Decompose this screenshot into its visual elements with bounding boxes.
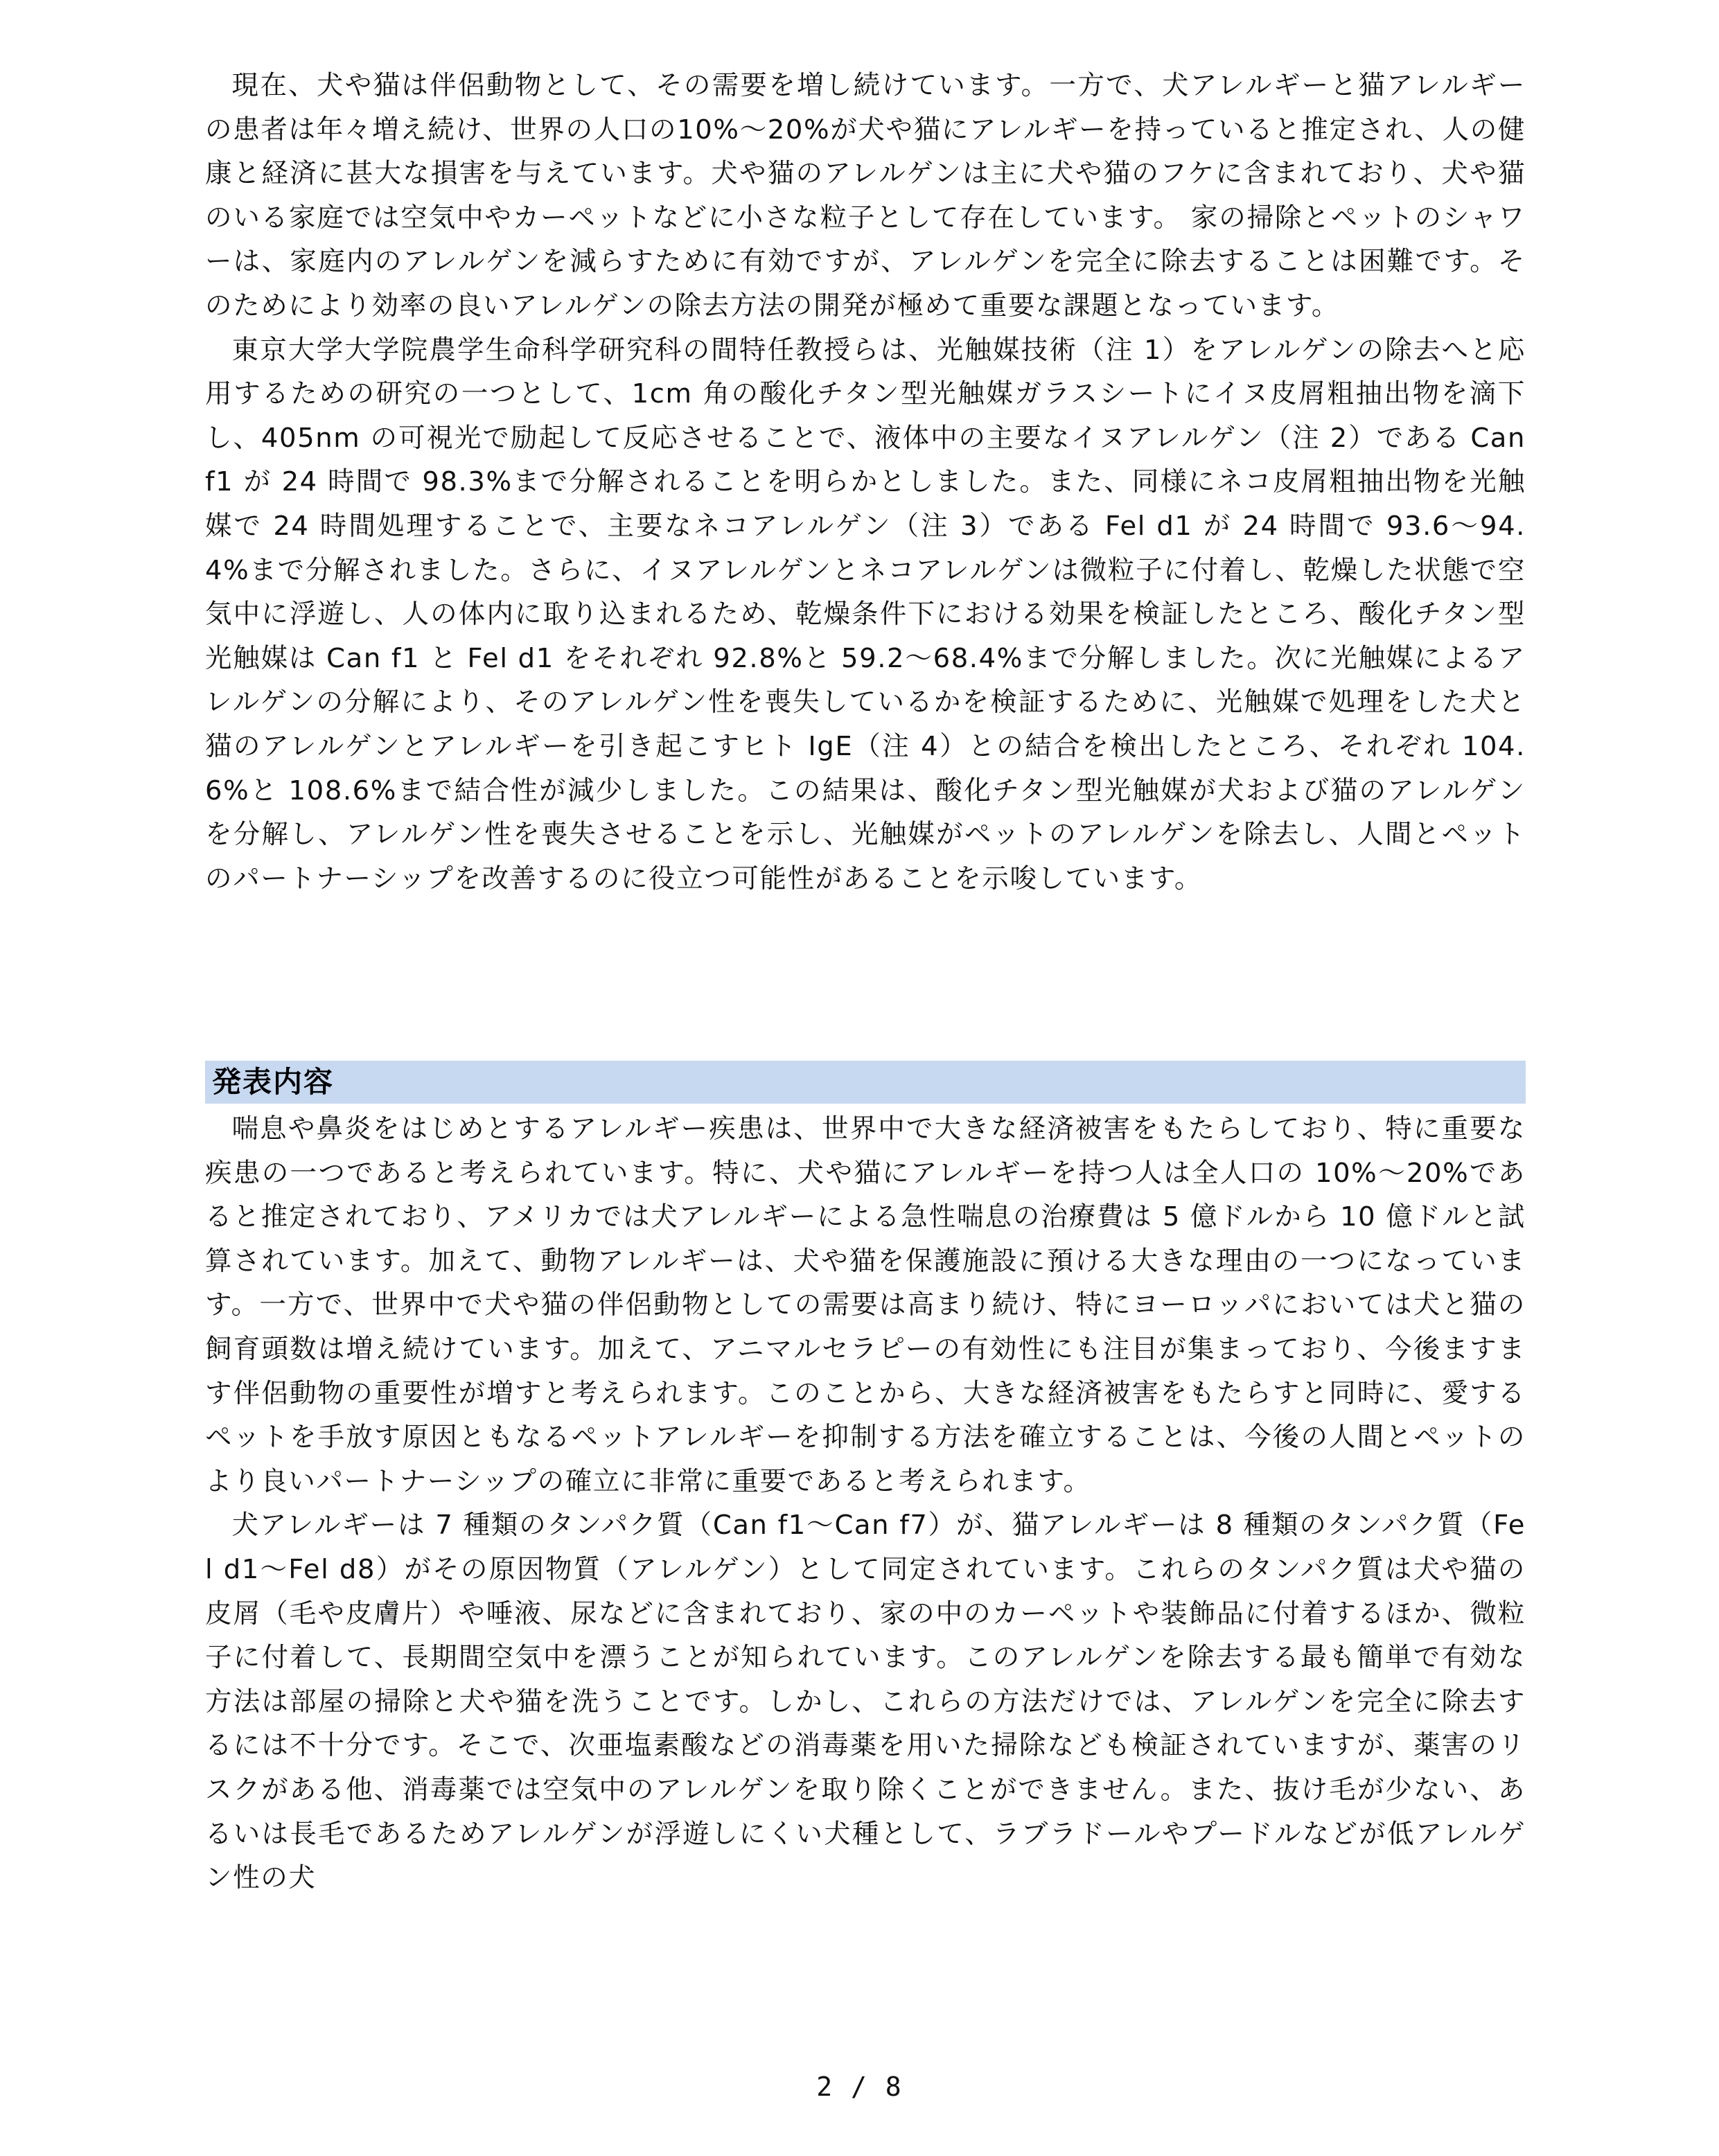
section-heading: 発表内容 [212,1065,335,1099]
summary-paragraph-1: 現在、犬や猫は伴侶動物として、その需要を増し続けています。一方で、犬アレルギーと猫アレルギーの患者は年々増え続け、世界の人口の10%〜20%が犬や猫にアレルギーを持っていると推定され、人の健康と経済に甚大な損害を与えています。犬や猫のアレルゲンは主に犬や猫のフケに含まれており、犬や猫のいる家庭では空気中やカーペットなどに小さな粒子として存在しています。 家の掃除とペットのシャワーは、家庭内のアレルゲンを減らすために有効ですが、アレルゲンを完全に除去することは困難です。そのためにより効率の良いアレルゲンの除去方法の開発が極めて重要な課題となっています。 [205,70,1526,321]
section-paragraph-1: 喘息や鼻炎をはじめとするアレルギー疾患は、世界中で大きな経済被害をもたらしており、特に重要な疾患の一つであると考えられています。特に、犬や猫にアレルギーを持つ人は全人口の 10%〜20%であると推定されており、アメリカでは犬アレルギーによる急性喘息の治療費は 5 億ドルから 10 億ドルと試算されています。加えて、動物アレルギーは、犬や猫を保護施設に預ける大きな理由の一つになっています。一方で、世界中で犬や猫の伴侶動物としての需要は高まり続け、特にヨーロッパにおいては犬と猫の飼育頭数は増え続けています。加えて、アニマルセラピーの有効性にも注目が集まっており、今後ますます伴侶動物の重要性が増すと考えられます。このことから、大きな経済被害をもたらすと同時に、愛するペットを手放す原因ともなるペットアレルギーを抑制する方法を確立することは、今後の人間とペットのより良いパートナーシップの確立に非常に重要であると考えられます。 [205,1113,1526,1497]
summary-paragraph-2: 東京大学大学院農学生命科学研究科の間特任教授らは、光触媒技術（注 1）をアレルゲンの除去へと応用するための研究の一つとして、1cm 角の酸化チタン型光触媒ガラスシートにイヌ皮屑粗抽出物を滴下し、405nm の可視光で励起して反応させることで、液体中の主要なイヌアレルゲン（注 2）である Can f1 が 24 時間で 98.3%まで分解されることを明らかとしました。また、同様にネコ皮屑粗抽出物を光触媒で 24 時間処理することで、主要なネコアレルゲン（注 3）である Fel d1 が 24 時間で 93.6〜94.4%まで分解されました。さらに、イヌアレルゲンとネコアレルゲンは微粒子に付着し、乾燥した状態で空気中に浮遊し、人の体内に取り込まれるため、乾燥条件下における効果を検証したところ、酸化チタン型光触媒は Can f1 と Fel d1 をそれぞれ 92.8%と 59.2〜68.4%まで分解しました。次に光触媒によるアレルゲンの分解により、そのアレルゲン性を喪失しているかを検証するために、光触媒で処理をした犬と猫のアレルゲンとアレルギーを引き起こすヒト IgE（注 4）との結合を検出したところ、それぞれ 104.6%と 108.6%まで結合性が減少しました。この結果は、酸化チタン型光触媒が犬および猫のアレルゲンを分解し、アレルゲン性を喪失させることを示し、光触媒がペットのアレルゲンを除去し、人間とペットのパートナーシップを改善するのに役立つ可能性があることを示唆しています。 [205,334,1526,894]
summary-text [205,64,1526,901]
section-paragraph-2: 犬アレルギーは 7 種類のタンパク質（Can f1〜Can f7）が、猫アレルギーは 8 種類のタンパク質（Fel d1〜Fel d8）がその原因物質（アレルゲン）として同定されています。これらのタンパク質は犬や猫の皮屑（毛や皮膚片）や唾液、尿などに含まれており、家の中のカーペットや装飾品に付着するほか、微粒子に付着して、長期間空気中を漂うことが知られています。このアレルゲンを除去する最も簡単で有効な方法は部屋の掃除と犬や猫を洗うことです。しかし、これらの方法だけでは、アレルゲンを完全に除去するには不十分です。そこで、次亜塩素酸などの消毒薬を用いた掃除なども検証されていますが、薬害のリスクがある他、消毒薬では空気中のアレルゲンを取り除くことができません。また、抜け毛が少ない、あるいは長毛であるためアレルゲンが浮遊しにくい犬種として、ラブラドールやプードルなどが低アレルゲン性の犬 [205,1510,1526,1894]
section-body [205,1107,1526,1900]
page-number: 2 / 8 [816,2071,903,2102]
section-heading-bar [205,1061,1526,1104]
